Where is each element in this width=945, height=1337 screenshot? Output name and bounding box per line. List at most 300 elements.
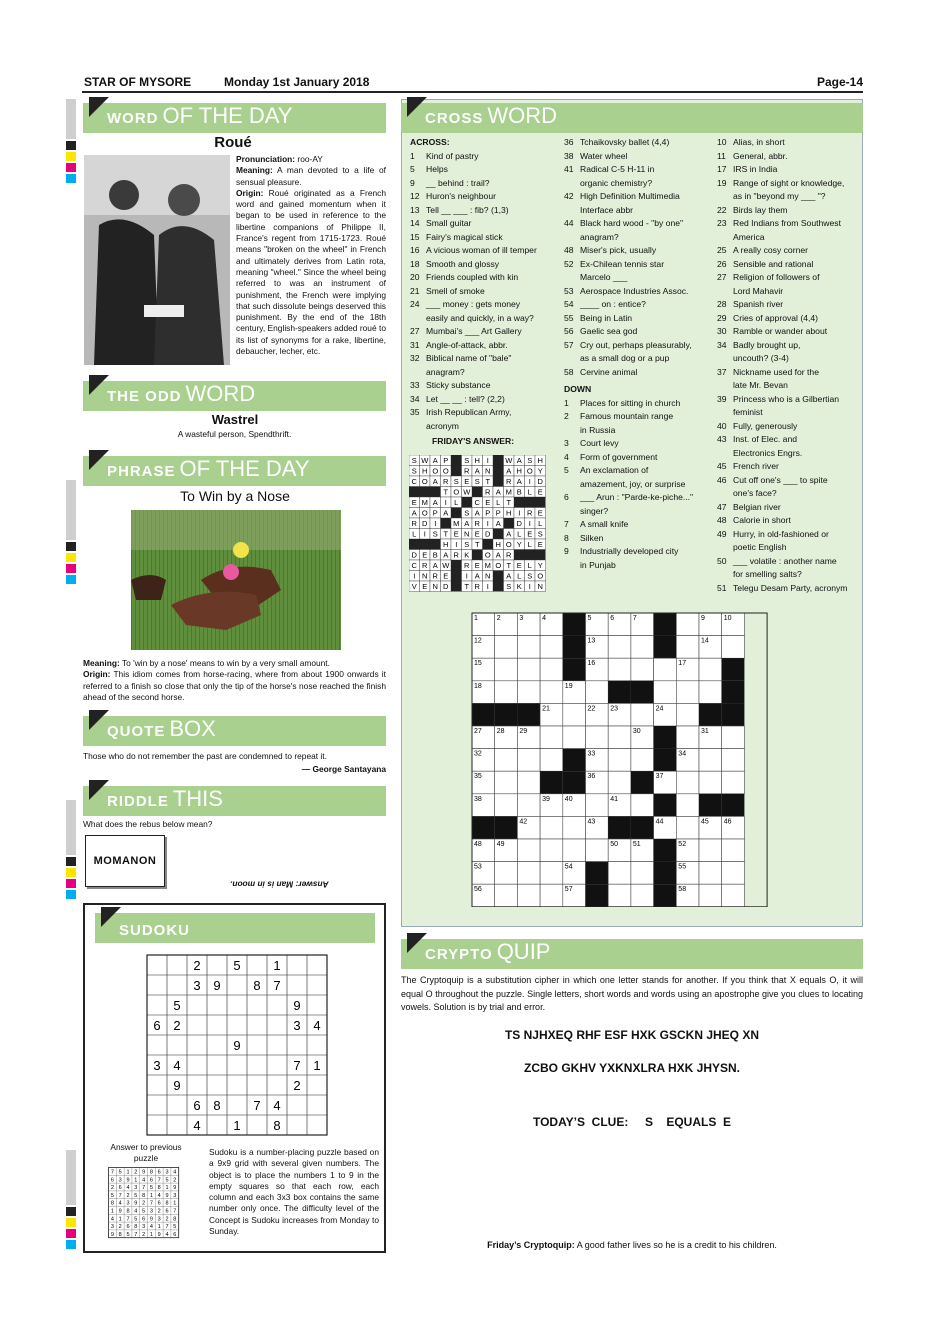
friday-letter: R (411, 519, 417, 528)
cryptoquip-line-2: ZCBO GKHV YXKNXLRA HXK JHYSN. (523, 1061, 741, 1075)
friday-letter: H (516, 466, 522, 476)
friday-letter: A (516, 456, 522, 465)
crossword-cell[interactable] (631, 658, 654, 681)
friday-letter: O (505, 540, 512, 549)
crossword-cell[interactable] (631, 749, 654, 772)
clue-item: easily and quickly, in a way? (426, 312, 534, 323)
sudoku-answer-digit: 9 (110, 1231, 114, 1238)
crossword-cell[interactable] (699, 862, 722, 885)
crossword-black-cell (563, 613, 586, 636)
crossword-cell[interactable] (676, 613, 699, 636)
crossword-cell[interactable] (540, 636, 563, 659)
crossword-cell[interactable] (586, 681, 609, 704)
crossword-cell[interactable] (608, 726, 631, 749)
friday-letter: A (506, 529, 512, 539)
sudoku-answer-digit: 2 (142, 1231, 146, 1238)
sudoku-answer-digit: 3 (142, 1224, 146, 1231)
friday-letter: P (443, 456, 449, 465)
sudoku-digit[interactable]: 2 (293, 1078, 301, 1093)
crossword-black-cell (654, 749, 677, 772)
sudoku-digit[interactable]: 2 (173, 1018, 181, 1033)
clue-item: in Russia (580, 424, 616, 435)
clue-item: 40 Fully, generously (717, 420, 798, 431)
sudoku-digit[interactable]: 7 (293, 1058, 301, 1073)
clue-item: 1 Places for sitting in church (564, 397, 681, 408)
crossword-cell-number: 29 (519, 728, 528, 735)
clue-item: 13 Tell __ ___ : fib? (1,3) (410, 204, 509, 215)
sudoku-digit[interactable]: 8 (253, 978, 261, 993)
crossword-cell-number: 12 (474, 637, 482, 645)
friday-letter: R (464, 561, 470, 570)
friday-letter: O (421, 477, 428, 486)
sudoku-answer-digit: 2 (142, 1200, 146, 1207)
clue-item: 39 Princess who is a Gilbertian (717, 393, 840, 404)
clue-item: 34 Badly brought up, (717, 339, 801, 350)
friday-letter: O (421, 508, 428, 518)
crossword-cell-number: 5 (587, 615, 592, 622)
sudoku-digit[interactable]: 6 (153, 1018, 161, 1033)
sudoku-answer-digit: 5 (134, 1192, 138, 1199)
crossword-cell-number: 34 (678, 750, 687, 758)
clue-item: 37 Nickname used for the (717, 366, 819, 377)
crossword-cell[interactable] (631, 884, 654, 907)
friday-letter: S (537, 529, 543, 539)
sudoku-digit[interactable]: 7 (273, 978, 281, 993)
crossword-cell[interactable] (540, 816, 563, 839)
crossword-cell[interactable] (517, 681, 540, 704)
friday-letter: A (495, 550, 501, 560)
sudoku-description: Sudoku is a number-placing puzzle based on a 9x9 grid with several given numbers. The object is to place the numbers 1 to 9 in the empty squares so that each row, each column and each 3x3 box contains the same number only once. The difficulty level of the Concept is Sudoku increases from Monday to Sunday. (209, 1147, 379, 1237)
sudoku-answer-digit: 4 (134, 1208, 138, 1215)
sudoku-answer-digit: 9 (173, 1185, 177, 1192)
friday-letter: S (411, 456, 417, 465)
registration-marks (66, 1150, 76, 1251)
crossword-black-cell (563, 749, 586, 772)
sudoku-digit[interactable]: 1 (233, 1118, 241, 1133)
friday-letter: R (527, 508, 533, 518)
crossword-cell[interactable] (608, 658, 631, 681)
clue-item: 5 An exclamation of (564, 465, 649, 475)
sudoku-digit[interactable]: 6 (193, 1098, 201, 1113)
crossword-cell[interactable] (586, 726, 609, 749)
crossword-cell[interactable] (608, 884, 631, 907)
crossword-cell[interactable] (495, 658, 518, 681)
crossword-cell[interactable] (722, 771, 745, 794)
crossword-cell[interactable] (676, 703, 699, 726)
crossword-cell-number: 22 (587, 705, 596, 713)
crossword-cell-number: 4 (542, 615, 547, 622)
crossword-cell[interactable] (540, 749, 563, 772)
clue-item: 58 Cervine animal (564, 366, 638, 377)
friday-black-cell (441, 518, 452, 529)
phrase-band: PHRASE OF THE DAY (83, 456, 386, 486)
sudoku-answer-digit: 1 (157, 1224, 161, 1231)
friday-black-cell (535, 550, 546, 561)
sudoku-digit[interactable]: 2 (193, 958, 201, 973)
friday-black-cell (472, 550, 483, 561)
crossword-cell[interactable] (676, 794, 699, 817)
friday-letter: H (537, 456, 543, 465)
friday-letter: D (537, 477, 543, 486)
down-heading: DOWN (564, 384, 592, 394)
crossword-cell[interactable] (517, 771, 540, 794)
sudoku-digit[interactable]: 4 (193, 1118, 201, 1133)
friday-letter: M (421, 498, 428, 507)
horse-race-photo (131, 510, 341, 650)
crossword-cell-number: 42 (519, 818, 528, 826)
rebus-image: MOMANON (85, 835, 165, 887)
crossword-cell[interactable] (586, 794, 609, 817)
clue-item: for smelling salts? (733, 569, 802, 579)
crossword-cell[interactable] (676, 816, 699, 839)
crossword-cell[interactable] (676, 636, 699, 659)
crossword-cell[interactable] (563, 839, 586, 862)
sudoku-answer-digit: 4 (165, 1231, 169, 1238)
sudoku-answer-digit: 5 (110, 1192, 114, 1199)
friday-letter: E (422, 582, 428, 591)
roue-photo (84, 155, 230, 365)
clue-item: 48 Calorie in short (717, 515, 791, 525)
friday-letter: M (505, 487, 512, 497)
friday-letter: R (485, 487, 491, 497)
crossword-black-cell (722, 658, 745, 681)
sudoku-answer-digit: 2 (157, 1208, 161, 1215)
crossword-cell-number: 56 (474, 886, 482, 894)
clue-item: 14 Small guitar (410, 218, 472, 228)
sudoku-digit[interactable]: 4 (313, 1018, 321, 1033)
crossword-cell-number: 10 (723, 615, 732, 622)
clue-item: 36 Tchaikovsky ballet (4,4) (564, 137, 670, 147)
crossword-cell[interactable] (563, 816, 586, 839)
friday-letter: H (443, 540, 449, 549)
crossword-black-cell (631, 816, 654, 839)
friday-letter: H (495, 540, 501, 549)
clue-item: one's face? (733, 488, 777, 498)
crossword-band: CROSS WORD (401, 103, 863, 133)
friday-letter: E (464, 477, 470, 486)
crossword-cell[interactable] (540, 681, 563, 704)
friday-letter: A (495, 487, 501, 497)
crossword-cell-number: 23 (610, 705, 618, 713)
crossword-black-cell (699, 794, 722, 817)
crossword-cell[interactable] (517, 794, 540, 817)
crossword-cell[interactable] (563, 726, 586, 749)
crossword-cell[interactable] (540, 658, 563, 681)
clue-item: Lord Mahavir (733, 285, 784, 296)
crossword-cell[interactable] (722, 839, 745, 862)
crossword-black-cell (563, 636, 586, 659)
friday-letter: S (527, 571, 533, 581)
crossword-cell[interactable] (608, 749, 631, 772)
friday-letter: L (527, 540, 532, 549)
sudoku-answer-digit: 4 (142, 1177, 146, 1184)
clue-item: singer? (580, 505, 609, 516)
crossword-cell[interactable] (676, 681, 699, 704)
friday-letter: E (411, 498, 417, 507)
crossword-cell[interactable] (495, 862, 518, 885)
friday-letter: S (453, 477, 459, 486)
sudoku-answer-digit: 9 (165, 1192, 169, 1199)
clue-item: in Punjab (580, 559, 616, 570)
crossword-cell[interactable] (495, 749, 518, 772)
crossword-cell[interactable] (699, 884, 722, 907)
crossword-cell[interactable] (631, 636, 654, 659)
clue-item: as in "beyond my ___ "? (733, 191, 826, 201)
friday-letter: E (485, 498, 491, 507)
crossword-cell[interactable] (699, 749, 722, 772)
crossword-cell[interactable] (540, 862, 563, 885)
friday-letter: R (474, 582, 480, 591)
sudoku-answer-digit: 6 (118, 1185, 122, 1192)
friday-letter: D (443, 582, 449, 591)
clue-item: America (733, 231, 765, 242)
crossword-cell[interactable] (563, 703, 586, 726)
crossword-cell[interactable] (699, 681, 722, 704)
sudoku-answer-digit: 7 (118, 1192, 122, 1199)
friday-letter: I (444, 498, 447, 507)
clue-item: 3 Court levy (564, 438, 619, 448)
crossword-cell[interactable] (540, 839, 563, 862)
crossword-cell[interactable] (608, 636, 631, 659)
friday-letter: S (506, 582, 512, 591)
crossword-cell[interactable] (699, 658, 722, 681)
crossword-black-cell (631, 681, 654, 704)
friday-letter: O (442, 466, 449, 476)
friday-letter: E (474, 561, 480, 570)
sudoku-answer-digit: 9 (134, 1200, 138, 1207)
crossword-black-cell (654, 884, 677, 907)
sudoku-answer-digit: 1 (134, 1177, 138, 1184)
friday-letter: C (411, 477, 417, 486)
crossword-cell-number: 36 (587, 773, 596, 781)
sudoku-answer-digit: 8 (149, 1169, 153, 1176)
crossword-cell[interactable] (517, 884, 540, 907)
sudoku-answer-digit: 2 (110, 1185, 114, 1192)
clue-item: 53 Aerospace Industries Assoc. (564, 285, 689, 296)
friday-letter: O (537, 571, 544, 581)
crossword-cell[interactable] (608, 771, 631, 794)
clue-item: 45 French river (717, 461, 779, 471)
sudoku-answer-grid (108, 1167, 180, 1239)
clue-item: 38 Water wheel (564, 150, 628, 161)
sudoku-answer-digit: 5 (142, 1208, 146, 1215)
crossword-cell-number: 38 (474, 795, 482, 803)
sudoku-answer-digit: 6 (149, 1177, 153, 1184)
sudoku-digit[interactable]: 8 (213, 1098, 221, 1113)
sudoku-answer-digit: 1 (110, 1208, 114, 1215)
crossword-black-cell (722, 681, 745, 704)
clue-item: 25 A really cosy corner (717, 245, 808, 255)
crossword-cell[interactable] (495, 794, 518, 817)
sudoku-digit[interactable]: 4 (273, 1098, 281, 1113)
crossword-cell[interactable] (540, 884, 563, 907)
friday-letter: T (464, 582, 470, 591)
sudoku-answer-digit: 2 (118, 1224, 122, 1231)
crossword-cell[interactable] (654, 681, 677, 704)
crossword-cell-number: 50 (610, 841, 618, 848)
friday-black-cell (420, 487, 431, 498)
clue-item: 51 Telegu Desam Party, acronym (717, 582, 848, 593)
clue-item: 50 ___ volatile : another name (717, 555, 837, 566)
clue-item: 20 Friends coupled with kin (410, 272, 519, 282)
crossword-cell[interactable] (722, 726, 745, 749)
sudoku-digit[interactable]: 3 (153, 1058, 161, 1073)
friday-black-cell (430, 487, 441, 498)
crossword-cell[interactable] (495, 771, 518, 794)
crossword-cell[interactable] (517, 658, 540, 681)
clue-item: 46 Cut off one's ___ to spite (717, 474, 828, 485)
friday-letter: D (516, 519, 522, 528)
clue-item: 28 Spanish river (717, 299, 784, 309)
crossword-cell[interactable] (722, 636, 745, 659)
sudoku-answer-digit: 4 (110, 1216, 114, 1223)
sudoku-digit[interactable]: 7 (253, 1098, 261, 1113)
friday-letter: D (422, 519, 428, 528)
friday-letter: A (432, 456, 438, 465)
crossword-cell-number: 14 (701, 637, 709, 645)
friday-letter: O (526, 466, 533, 476)
crossword-cell-number: 32 (474, 750, 482, 758)
clue-item: 57 Cry out, perhaps pleasurably, (564, 339, 692, 350)
sudoku-digit[interactable]: 9 (213, 978, 221, 993)
clue-item: 6 ___ Arun : "Parde-ke-piche..." (564, 492, 694, 502)
sudoku-answer-digit: 7 (126, 1216, 130, 1223)
clue-item: 24 ___ money : gets money (410, 299, 521, 309)
friday-letter: N (432, 582, 438, 591)
crossword-cell[interactable] (608, 862, 631, 885)
crossword-cell-number: 49 (496, 841, 505, 848)
sudoku-digit[interactable]: 5 (173, 998, 181, 1013)
sudoku-answer-digit: 5 (134, 1216, 138, 1223)
crossword-cell[interactable] (722, 749, 745, 772)
crossword-cell[interactable] (699, 771, 722, 794)
friday-letter: O (484, 550, 491, 560)
friday-letter: Y (537, 561, 543, 570)
sudoku-answer-digit: 1 (173, 1200, 177, 1207)
sudoku-answer-digit: 4 (126, 1185, 130, 1192)
sudoku-answer-digit: 1 (149, 1231, 153, 1238)
page-number: Page-14 (816, 75, 863, 89)
friday-black-cell (451, 571, 462, 582)
crossword-cell[interactable] (722, 862, 745, 885)
crossword-cell[interactable] (495, 884, 518, 907)
friday-letter: I (434, 519, 437, 528)
friday-letter: A (474, 508, 480, 518)
clue-item: 27 Religion of followers of (717, 272, 820, 282)
crossword-black-cell (586, 884, 609, 907)
crossword-cell[interactable] (631, 862, 654, 885)
crossword-black-cell (586, 862, 609, 885)
friday-cryptoquip: Friday’s Cryptoquip: A good father lives so he is a credit to his children. (487, 1240, 777, 1250)
friday-letter: C (411, 561, 417, 570)
crossword-cell-number: 44 (655, 818, 664, 826)
crossword-cell-number: 45 (701, 818, 709, 826)
crossword-black-cell (654, 839, 677, 862)
sudoku-answer-digit: 5 (149, 1185, 153, 1192)
friday-black-cell (514, 497, 525, 508)
crossword-black-cell (654, 726, 677, 749)
friday-black-cell (525, 550, 536, 561)
friday-letter: S (464, 456, 470, 465)
sudoku-digit[interactable]: 1 (273, 958, 281, 973)
friday-letter: T (485, 477, 491, 486)
sudoku-answer-label: Answer to previous puzzle (110, 1142, 182, 1164)
riddle-band: RIDDLE THIS (83, 786, 386, 816)
friday-letter: T (506, 498, 512, 507)
clue-item: 54 ____ on : entice? (564, 299, 646, 309)
friday-letter: I (455, 540, 458, 549)
crossword-cell[interactable] (540, 726, 563, 749)
clue-item: 29 Cries of approval (4,4) (717, 312, 819, 323)
friday-letter: R (443, 477, 449, 486)
sudoku-digit[interactable]: 8 (273, 1118, 281, 1133)
crossword-cell[interactable] (654, 658, 677, 681)
friday-letter: S (527, 456, 533, 465)
friday-letter: K (516, 582, 522, 591)
friday-letter: D (411, 550, 417, 560)
crossword-cell[interactable] (631, 703, 654, 726)
clue-item: 11 General, abbr. (717, 150, 788, 161)
sudoku-answer-digit: 8 (118, 1231, 122, 1238)
clue-item: 19 Range of sight or knowledge, (717, 177, 845, 188)
sudoku-digit[interactable]: 4 (173, 1058, 181, 1073)
crossword-cell[interactable] (517, 636, 540, 659)
crossword-cell[interactable] (517, 749, 540, 772)
clue-item: 9 Industrially developed city (564, 546, 679, 556)
sudoku-digit[interactable]: 3 (293, 1018, 301, 1033)
crossword-cell[interactable] (676, 771, 699, 794)
crossword-cell[interactable] (495, 636, 518, 659)
crossword-black-cell (654, 613, 677, 636)
sudoku-digit[interactable]: 5 (233, 958, 241, 973)
friday-black-cell (493, 466, 504, 477)
crossword-cell[interactable] (676, 726, 699, 749)
crossword-cell-number: 24 (655, 705, 664, 713)
friday-letter: R (432, 571, 438, 581)
sudoku-digit[interactable]: 9 (233, 1038, 241, 1053)
crossword-cell-number: 51 (632, 841, 641, 848)
crossword-cell[interactable] (495, 681, 518, 704)
clue-item: 41 Radical C-5 H-11 in (564, 164, 655, 174)
crossword-cell[interactable] (631, 794, 654, 817)
crossword-cell-number: 54 (564, 863, 573, 871)
clue-item: 56 Gaelic sea god (564, 326, 638, 336)
clue-item: 9 __ behind : trail? (410, 177, 490, 188)
sudoku-digit[interactable]: 3 (193, 978, 201, 993)
friday-letter: L (538, 519, 543, 528)
clue-item: poetic English (733, 542, 787, 552)
crossword-cell[interactable] (586, 839, 609, 862)
friday-letter: S (432, 529, 438, 539)
sudoku-digit[interactable]: 9 (173, 1078, 181, 1093)
sudoku-digit[interactable]: 1 (313, 1058, 321, 1073)
clue-item: 26 Sensible and rational (717, 258, 814, 269)
sudoku-answer-digit: 7 (110, 1169, 114, 1176)
sudoku-digit[interactable]: 9 (293, 998, 301, 1013)
crossword-black-cell (495, 816, 518, 839)
crossword-cell[interactable] (517, 839, 540, 862)
friday-black-cell (514, 550, 525, 561)
friday-black-cell (430, 539, 441, 550)
crossword-cell[interactable] (517, 862, 540, 885)
page-header (82, 73, 863, 93)
friday-letter: N (485, 571, 491, 581)
friday-black-cell (472, 487, 483, 498)
friday-letter: R (474, 519, 480, 528)
crossword-cell-number: 2 (496, 615, 501, 622)
crossword-cell[interactable] (722, 884, 745, 907)
crossword-cell[interactable] (699, 839, 722, 862)
